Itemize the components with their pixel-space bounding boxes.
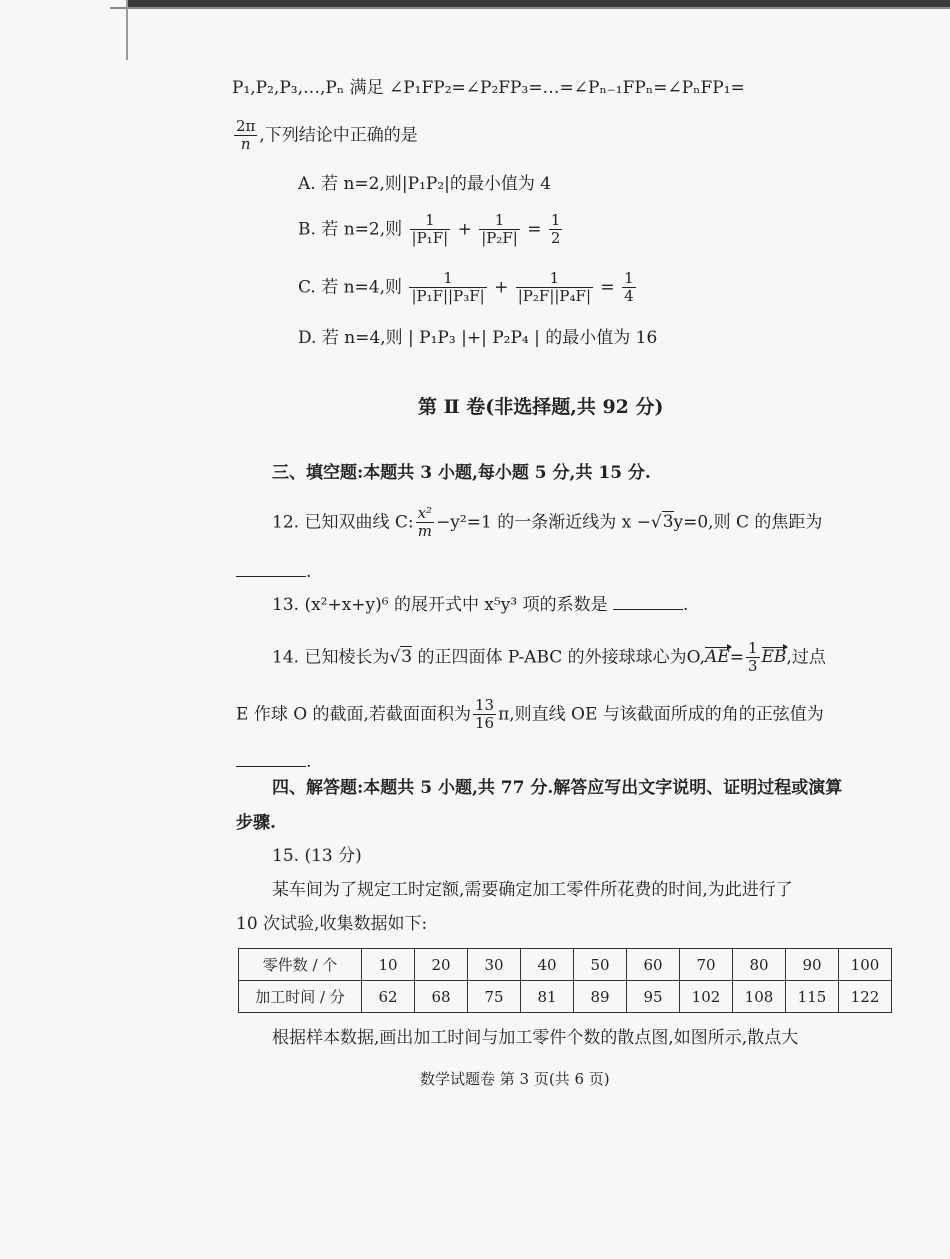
frac-den: 2 (550, 229, 561, 248)
q15-para1-line1: 某车间为了规定工时定额,需要确定加工零件所花费的时间,为此进行了 (272, 880, 793, 900)
q14-line1: 14. 已知棱长为√3 的正四面体 P-ABC 的外接球球心为O,AE= $\frac{1}{3}$ EB,过点 (272, 639, 826, 676)
frac-num: 1 (494, 211, 505, 229)
q13-text: 13. (x²+x+y)⁶ 的展开式中 x⁵y³ 项的系数是 (272, 595, 608, 615)
option-c-frac1 (409, 270, 486, 306)
q11-angle-fraction (234, 118, 257, 154)
q15-label: 15. (13 分) (272, 846, 362, 866)
table-cell: 90 (786, 949, 839, 981)
plus-sign: + (494, 277, 509, 298)
table-cell: 70 (680, 949, 733, 981)
table-cell: 102 (680, 981, 733, 1013)
q11-option-c (298, 270, 638, 306)
table-cell: 81 (521, 981, 574, 1013)
table-cell: 80 (733, 949, 786, 981)
plus-sign: + (457, 219, 472, 240)
q12-fraction (416, 505, 434, 541)
table-cell: 60 (627, 949, 680, 981)
frac-den: |P₂F||P₄F| (517, 287, 591, 306)
table-cell: 68 (415, 981, 468, 1013)
q15-para1-line2: 10 次试验,收集数据如下: (236, 914, 428, 934)
option-b-prefix: B. 若 n=2,则 (298, 219, 403, 240)
q14-sqrt: 3 (401, 647, 413, 668)
q11-stem-rest: ,下列结论中正确的是 (259, 125, 418, 146)
q11-option-a: A. 若 n=2,则|P₁P₂|的最小值为 4 (298, 174, 552, 194)
frac-num: 1 (549, 269, 560, 287)
table-cell: 108 (733, 981, 786, 1013)
q15-para2: 根据样本数据,画出加工时间与加工零件个数的散点图,如图所示,散点大 (272, 1028, 799, 1048)
q15-data-table (238, 948, 892, 1013)
q11-option-b (298, 212, 564, 248)
option-c-frac2 (516, 270, 593, 306)
equals-sign: = (527, 219, 542, 240)
part2-title: 第 Ⅱ 卷(非选择题,共 92 分) (418, 396, 664, 418)
table-row1-header: 零件数 / 个 (239, 949, 362, 981)
q14-line2-prefix: E 作球 O 的截面,若截面面积为 (236, 704, 471, 725)
q12-suffix: y=0,则 C 的焦距为 (673, 512, 823, 533)
q12-end: . (306, 562, 312, 582)
option-b-result (549, 212, 563, 248)
frac-num: x² (417, 504, 433, 522)
q12-answer-blank[interactable] (236, 562, 306, 577)
q12-mid: −y²=1 的一条渐近线为 x − (436, 512, 651, 533)
q14-fraction (746, 640, 760, 676)
frac-num: 1 (443, 269, 453, 287)
q12-answer-line (236, 562, 311, 581)
frac-den: m (416, 522, 434, 540)
frac-num: 1 (747, 639, 758, 657)
table-cell: 20 (415, 949, 468, 981)
q11-stem-line2 (232, 118, 418, 154)
page-footer: 数学试题卷 第 3 页(共 6 页) (420, 1070, 610, 1088)
frac-den: 3 (747, 657, 758, 676)
table-row2-header: 加工时间 / 分 (239, 981, 362, 1013)
table-cell: 62 (362, 981, 415, 1013)
frac-num: 13 (474, 696, 495, 714)
q14-vector-eb: EB (761, 647, 787, 668)
option-b-frac2 (479, 212, 520, 248)
q14-line2 (236, 697, 824, 733)
q13-answer-blank[interactable] (613, 595, 683, 610)
frac-num: 1 (624, 269, 634, 287)
equals-sign: = (729, 647, 744, 668)
table-cell: 115 (786, 981, 839, 1013)
q14-area-fraction (473, 697, 496, 733)
frac-den: 16 (474, 714, 495, 733)
frac-den: |P₁F| (411, 229, 449, 248)
q13-end: . (683, 595, 689, 615)
table-cell: 122 (839, 981, 892, 1013)
q14-suffix: ,过点 (786, 647, 826, 668)
table-row (239, 949, 892, 981)
q14-vector-ae: AE (705, 647, 730, 668)
table-cell: 100 (839, 949, 892, 981)
q12-line1: 12. 已知双曲线 C: $\frac{\text{x²}}{m}$ −y²=1 的一条渐近线为 x −√3y=0,则 C 的焦距为 (272, 504, 823, 541)
frac-num: 1 (550, 211, 561, 229)
option-c-result (622, 270, 636, 306)
q12-sqrt: 3 (662, 512, 674, 533)
table-cell: 75 (468, 981, 521, 1013)
table-cell: 40 (521, 949, 574, 981)
section4-title-line2: 步骤. (236, 813, 276, 833)
option-c-prefix: C. 若 n=4,则 (298, 277, 403, 298)
q11-option-d: D. 若 n=4,则 | P₁P₃ |+| P₂P₄ | 的最小值为 16 (298, 328, 658, 348)
section4-title-line1: 四、解答题:本题共 5 小题,共 77 分.解答应写出文字说明、证明过程或演算 (272, 778, 843, 798)
frac-den: 4 (624, 287, 634, 306)
q14-prefix: 14. 已知棱长为 (272, 647, 390, 668)
q14-answer-blank[interactable] (236, 752, 306, 767)
option-b-frac1 (410, 212, 451, 248)
frac-den: |P₁F||P₃F| (411, 287, 485, 306)
section3-title: 三、填空题:本题共 3 小题,每小题 5 分,共 15 分. (272, 463, 651, 483)
table-cell: 95 (627, 981, 680, 1013)
frac-num: 1 (425, 211, 435, 229)
frac-den: |P₂F| (481, 229, 518, 248)
table-cell: 10 (362, 949, 415, 981)
q11-stem-line1: P₁,P₂,P₃,…,Pₙ 满足 ∠P₁FP₂=∠P₂FP₃=…=∠Pₙ₋₁FPₙ=∠PₙFP₁= (232, 78, 745, 98)
q14-answer-line (236, 752, 311, 771)
q14-mid: 的正四面体 P-ABC 的外接球球心为O, (412, 647, 706, 668)
table-cell: 89 (574, 981, 627, 1013)
q11-frac-den: n (234, 135, 257, 153)
q12-prefix: 12. 已知双曲线 C: (272, 512, 414, 533)
equals-sign: = (600, 277, 615, 298)
q14-end: . (306, 752, 312, 772)
table-cell: 50 (574, 949, 627, 981)
q13-line (272, 595, 688, 614)
table-cell: 30 (468, 949, 521, 981)
table-row (239, 981, 892, 1013)
q11-frac-num: 2π (236, 117, 256, 135)
q14-line2-suffix: π,则直线 OE 与该截面所成的角的正弦值为 (498, 704, 824, 725)
